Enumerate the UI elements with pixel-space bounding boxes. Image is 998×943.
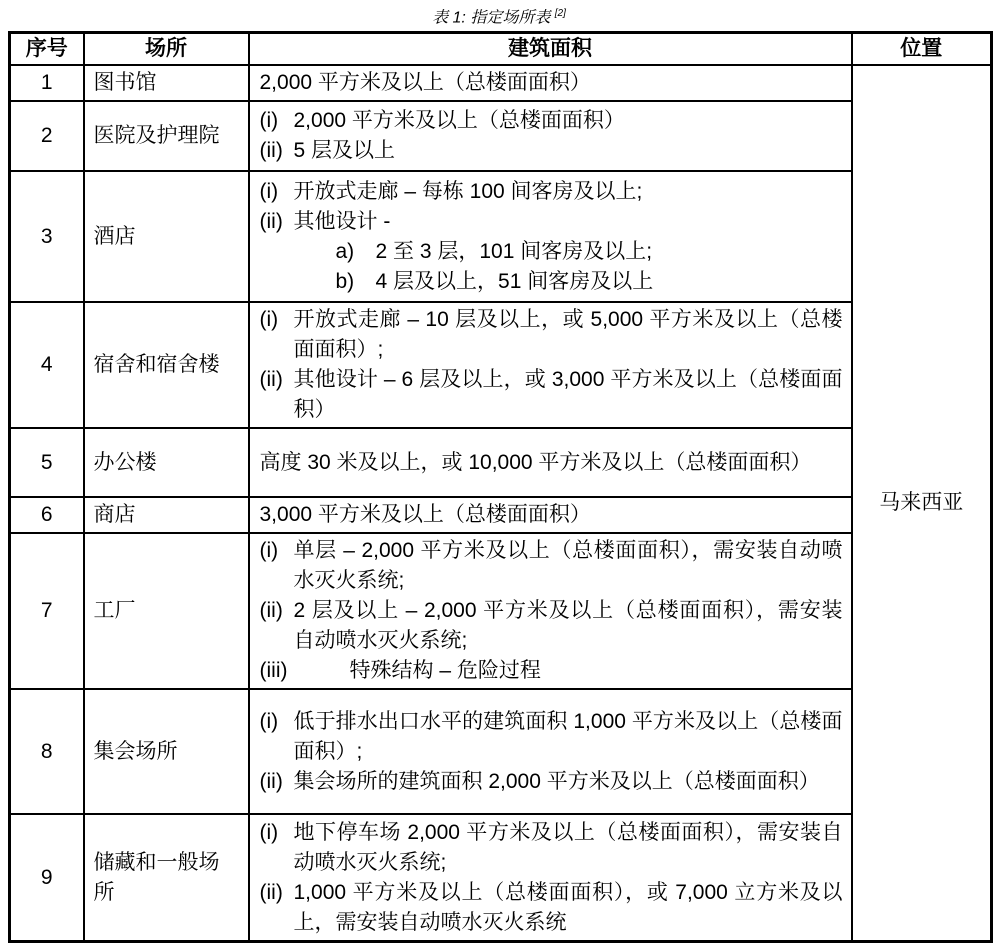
table-row [10,533,992,689]
place-cell: 图书馆 [84,65,249,101]
item-marker: (ii) [259,368,283,392]
area-item [260,596,843,656]
item-text: 开放式走廊 – 每栋 100 间客房及以上; [293,179,643,203]
item-text: 开放式走廊 – 10 层及以上，或 5,000 平方米及以上（总楼面面积）; [293,308,843,362]
area-item [260,177,843,207]
item-marker: (i) [259,539,279,563]
designated-premises-table [8,31,993,943]
row-number: 5 [10,428,84,497]
item-text: 其他设计 - [293,209,391,233]
table-row [10,65,992,101]
table-row [10,497,992,533]
table-row [10,689,992,814]
area-subitem [336,237,843,267]
item-text: 单层 – 2,000 平方米及以上（总楼面面积），需安装自动喷水灭火系统; [293,539,843,593]
area-cell [249,533,852,689]
location-cell: 马来西亚 [852,65,992,941]
area-cell [249,814,852,941]
place-cell: 酒店 [84,171,249,302]
table-caption [0,2,998,30]
table-row [10,101,992,171]
item-marker: (ii) [259,880,283,904]
place-cell: 医院及护理院 [84,101,249,171]
table-row [10,171,992,302]
item-marker: (ii) [259,599,283,623]
item-marker: (ii) [259,209,283,233]
row-number: 4 [10,302,84,428]
header-location: 位置 [852,33,992,66]
row-number: 3 [10,171,84,302]
header-place: 场所 [84,33,249,66]
item-marker: a) [335,239,355,263]
place-cell: 商店 [84,497,249,533]
item-text: 2 层及以上 – 2,000 平方米及以上（总楼面面积），需安装自动喷水灭火系统; [293,599,843,653]
header-area: 建筑面积 [249,33,852,66]
table-row [10,428,992,497]
area-text: 3,000 平方米及以上（总楼面面积） [259,503,591,527]
item-marker: (i) [259,709,279,733]
item-text: 1,000 平方米及以上（总楼面面积），或 7,000 立方米及以上，需安装自动喷水灭火系统 [293,880,843,934]
area-item [260,207,843,237]
area-cell [249,497,852,533]
table-caption-text: 表 1: 指定场所表 [432,9,551,27]
item-marker: b) [335,269,355,293]
item-marker: (ii) [259,769,283,793]
row-number: 8 [10,689,84,814]
area-item [260,536,843,596]
area-item [260,365,843,425]
area-cell [249,428,852,497]
item-marker: (i) [259,109,279,133]
area-cell [249,101,852,171]
area-cell [249,689,852,814]
item-text: 特殊结构 – 危险过程 [349,659,541,683]
header-row [10,33,992,66]
area-subitem [336,267,843,297]
area-item [260,878,843,938]
place-cell: 集会场所 [84,689,249,814]
place-cell: 工厂 [84,533,249,689]
item-marker: (i) [259,308,279,332]
area-item [260,656,843,686]
row-number: 2 [10,101,84,171]
item-marker: (iii) [259,659,288,683]
row-number: 1 [10,65,84,101]
row-number: 6 [10,497,84,533]
place-cell: 办公楼 [84,428,249,497]
item-marker: (i) [259,179,279,203]
area-item [260,136,843,166]
header-num: 序号 [10,33,84,66]
item-text: 5 层及以上 [293,139,396,163]
area-cell [249,171,852,302]
area-item [260,106,843,136]
area-text: 2,000 平方米及以上（总楼面面积） [259,71,591,95]
area-item [260,818,843,878]
place-cell: 宿舍和宿舍楼 [84,302,249,428]
row-number: 9 [10,814,84,941]
item-marker: (ii) [259,139,283,163]
table-row [10,814,992,941]
table-row [10,302,992,428]
area-item [260,305,843,365]
item-text: 4 层及以上，51 间客房及以上 [375,269,654,293]
footnote-reference: [2] [554,8,566,19]
row-number: 7 [10,533,84,689]
area-cell [249,302,852,428]
item-marker: (i) [259,820,279,844]
place-cell: 储藏和一般场所 [84,814,249,941]
area-item [260,707,843,767]
item-text: 低于排水出口水平的建筑面积 1,000 平方米及以上（总楼面面积）; [293,709,843,763]
item-text: 集会场所的建筑面积 2,000 平方米及以上（总楼面面积） [293,769,820,793]
area-item [260,767,843,797]
item-text: 其他设计 – 6 层及以上，或 3,000 平方米及以上（总楼面面积） [293,368,843,422]
area-text: 高度 30 米及以上，或 10,000 平方米及以上（总楼面面积） [259,450,812,474]
item-text: 2 至 3 层，101 间客房及以上; [375,239,653,263]
item-text: 地下停车场 2,000 平方米及以上（总楼面面积），需安装自动喷水灭火系统; [293,820,843,874]
item-text: 2,000 平方米及以上（总楼面面积） [293,109,625,133]
area-cell [249,65,852,101]
